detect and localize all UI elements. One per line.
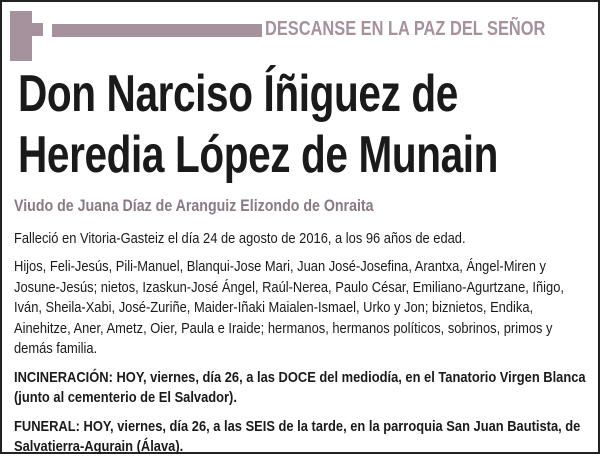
header-tagline: DESCANSE EN LA PAZ DEL SEÑOR <box>265 18 546 40</box>
cross-icon-arm <box>10 23 43 36</box>
obituary-body <box>14 196 588 466</box>
cross-icon <box>10 11 32 61</box>
family-list: Hijos, Feli-Jesús, Pili-Manuel, Blanqui-Jose Mari, Juan José-Josefina, Arantxa, Ángel-Miren y Josune-Jesús; nietos, Izaskun-José Ángel, Raúl-Nerea, Paulo César, Emiliano-Agurtzane, Iñigo, Iván, Sheila-Xabi, José-Zuriñe, Maider-Iñaki Maialen-Ismael, Urko y Jon; biznietos, Endika, Ainehitze, Aner, Ametz, Oier, Paula e Iraide; hermanos, hermanos políticos, sobrinos, primos y demás familia. <box>14 258 564 357</box>
death-notice: Falleció en Vitoria-Gasteiz el día 24 de agosto de 2016, a los 96 años de edad. <box>14 229 466 247</box>
funeral-notice: FUNERAL: HOY, viernes, día 26, a las SEIS de la tarde, en la parroquia San Juan Bautista, de Salvatierra-Agurain (Álava). <box>14 417 581 455</box>
cremation-notice: INCINERACIÓN: HOY, viernes, día 26, a las DOCE del mediodía, en el Tanatorio Virgen Blanca (junto al cementerio de El Salvador). <box>14 368 586 406</box>
name-line-1: Don Narciso Íñiguez de <box>18 65 458 123</box>
deceased-name <box>18 64 498 186</box>
header-bar <box>52 24 262 37</box>
widower-line: Viudo de Juana Díaz de Aranguiz Elizondo de Onraita <box>14 197 374 215</box>
name-line-2: Heredia López de Munain <box>18 126 499 184</box>
